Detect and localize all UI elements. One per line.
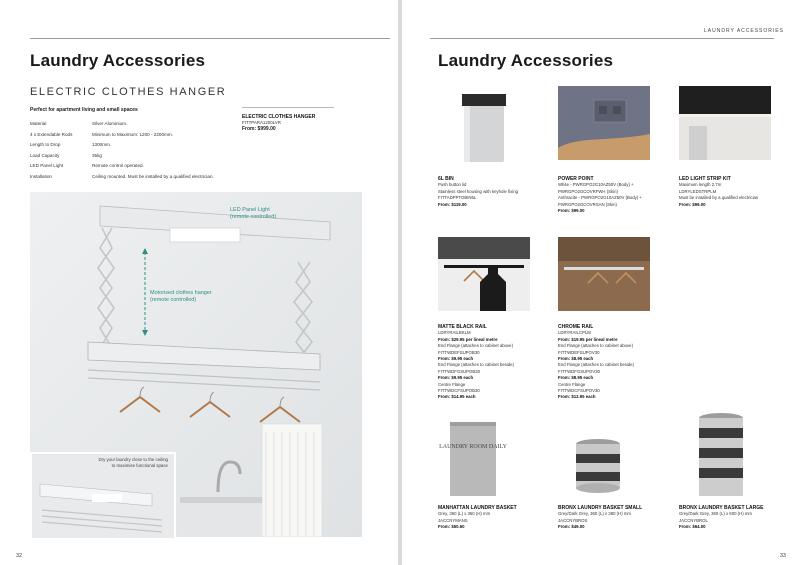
product-line: From: $9.95 each bbox=[438, 356, 474, 362]
product-image-chrome-rail bbox=[558, 237, 650, 311]
product-price: From: $14.95 each bbox=[438, 394, 476, 400]
led-strip-illustration bbox=[679, 86, 771, 160]
product-line: JACCNYMANS bbox=[438, 517, 468, 523]
product-line: JACCNYBROL bbox=[679, 517, 708, 523]
product-line: Centre Flange bbox=[438, 381, 466, 387]
page-number: 33 bbox=[779, 553, 786, 559]
matte-rail-illustration bbox=[438, 237, 530, 311]
product-line: Push button lid bbox=[438, 182, 467, 188]
product-line: FITTADPPTOBIN6L bbox=[438, 195, 477, 201]
spec-label: Load Capacity bbox=[30, 152, 60, 158]
product-price: From: $64.00 bbox=[679, 524, 706, 530]
product-title: MATTE BLACK RAIL bbox=[438, 324, 487, 330]
product-card-bin bbox=[438, 176, 518, 208]
product-code: FITTPARA1200LVR bbox=[242, 120, 281, 125]
callout-hanger-line: (remote controlled) bbox=[150, 297, 197, 303]
spec-table bbox=[30, 121, 240, 185]
spec-row bbox=[30, 142, 240, 153]
product-title: BRONX LAUNDRY BASKET LARGE bbox=[679, 505, 764, 511]
spec-row bbox=[30, 174, 240, 185]
product-price: From: $119.00 bbox=[438, 201, 467, 207]
product-line: From: $29.95 per lineal metre bbox=[438, 336, 498, 342]
product-line: Stainless steel housing with keyhole fixing bbox=[438, 188, 519, 194]
product-line: End Flange (attaches to cabinet beside) bbox=[558, 362, 634, 368]
product-card-power-point bbox=[558, 176, 642, 214]
product-image-bronx-large bbox=[679, 410, 771, 498]
product-line: End Flange (attaches to cabinet above) bbox=[558, 343, 634, 349]
spec-row bbox=[30, 132, 240, 143]
product-price: From: $99.00 bbox=[679, 201, 706, 207]
product-line: PWRGPO2GCOVRSAN (Skin) bbox=[558, 201, 617, 207]
product-line: Anthracite - PWRGPO2G10AZ50V (Body) + bbox=[558, 195, 642, 201]
product-card-bronx-large bbox=[679, 505, 763, 531]
right-page bbox=[402, 0, 800, 565]
product-card-chrome-rail bbox=[558, 324, 634, 401]
running-head: LAUNDRY ACCESSORIES bbox=[704, 28, 784, 34]
product-line: White - PWRGPO2G10AZ50V (Body) + bbox=[558, 182, 634, 188]
product-image-matte-rail bbox=[438, 237, 530, 311]
page-number: 32 bbox=[16, 553, 23, 559]
product-line: JACCNYBROS bbox=[558, 517, 588, 523]
manhattan-basket-illustration bbox=[438, 410, 530, 498]
tagline: Perfect for apartment living and small spaces bbox=[30, 107, 138, 113]
callout-led-line: (remote controlled) bbox=[230, 214, 277, 220]
product-title: 6L BIN bbox=[438, 176, 454, 182]
product-line: End Flange (attaches to cabinet beside) bbox=[438, 362, 514, 368]
product-line: Maximum length 2.7m bbox=[679, 182, 722, 188]
chrome-rail-illustration bbox=[558, 237, 650, 311]
product-price: From: $999.00 bbox=[242, 126, 276, 132]
page-title: Laundry Accessories bbox=[30, 51, 206, 70]
product-line: LDRYRAILCPLM bbox=[558, 330, 591, 336]
product-line: Grey/Dark Grey, 360 (L) x 600 (H) mm bbox=[679, 511, 752, 517]
product-image-bin bbox=[438, 86, 530, 168]
product-line: From: $8.95 each bbox=[558, 375, 594, 381]
product-line: FITTWDCFSUPOV30 bbox=[558, 388, 600, 394]
top-rule bbox=[430, 38, 774, 39]
inset-caption-line: Dry your laundry close to the ceiling bbox=[98, 457, 168, 462]
spec-label: Material bbox=[30, 121, 47, 126]
product-title: CHROME RAIL bbox=[558, 324, 594, 330]
product-line: FITTWDFGSUPOV30 bbox=[558, 368, 601, 374]
spec-row bbox=[30, 153, 240, 164]
product-card-matte-rail bbox=[438, 324, 514, 401]
product-line: From: $19.95 per lineal metre bbox=[558, 336, 618, 342]
callout-led bbox=[230, 207, 276, 221]
product-line: Centre Flange bbox=[558, 381, 586, 387]
spec-label: LED Panel Light bbox=[30, 163, 64, 169]
product-title: POWER POINT bbox=[558, 176, 594, 182]
product-image-bronx-small bbox=[558, 432, 650, 498]
product-image-led-strip bbox=[679, 86, 771, 160]
spec-label: Length to Drop bbox=[30, 142, 61, 148]
product-title: BRONX LAUNDRY BASKET SMALL bbox=[558, 505, 643, 511]
product-card-manhattan-basket bbox=[438, 505, 517, 531]
product-line: Grey, 360 (L) x 360 (H) mm bbox=[438, 511, 491, 517]
callout-hanger-line: Motorised clothes hanger bbox=[150, 290, 212, 296]
spec-value: Silver Aluminium. bbox=[92, 121, 128, 126]
product-line: From: $8.95 each bbox=[558, 356, 594, 362]
spec-value: Remote control operated. bbox=[92, 163, 144, 169]
product-line: End Flange (attaches to cabinet above) bbox=[438, 343, 514, 349]
left-page bbox=[0, 0, 398, 565]
spec-row bbox=[30, 163, 240, 174]
product-price: From: $50.60 bbox=[438, 524, 465, 530]
product-line: LDRYLEDSTRPLM bbox=[679, 188, 717, 194]
product-price: From: $49.00 bbox=[558, 524, 585, 530]
inset-caption bbox=[60, 457, 168, 469]
callout-led-line: LED Panel Light bbox=[230, 207, 270, 213]
basket-print-text: LAUNDRY ROOM DAILY bbox=[439, 444, 507, 450]
product-line: FITTWDEFSUPOB30 bbox=[438, 349, 480, 355]
section-heading: ELECTRIC CLOTHES HANGER bbox=[30, 86, 227, 98]
product-title: LED LIGHT STRIP KIT bbox=[679, 176, 731, 182]
callout-hanger bbox=[150, 290, 212, 304]
product-line: FITTWDEFSUPOV30 bbox=[558, 349, 600, 355]
product-card-led-strip bbox=[679, 176, 758, 208]
spec-row bbox=[30, 121, 240, 132]
product-price: From: $99.00 bbox=[558, 208, 585, 214]
product-line: From: $9.95 each bbox=[438, 375, 474, 381]
spec-label: 4 x Extendable Rods bbox=[30, 131, 73, 137]
product-line: FITTWDFGSUPOB30 bbox=[438, 368, 481, 374]
product-line: FITTWDCFSUPOB30 bbox=[438, 388, 480, 394]
top-rule bbox=[30, 38, 390, 39]
spec-value: 1300mm. bbox=[92, 142, 112, 148]
product-line: Grey/Dark Grey, 360 (L) x 380 (H) mm bbox=[558, 511, 631, 517]
bin-illustration bbox=[438, 86, 530, 168]
page-title: Laundry Accessories bbox=[438, 51, 614, 70]
product-line: PWRGPO2GCOVRFWH (Skin) bbox=[558, 188, 618, 194]
product-title: MANHATTAN LAUNDRY BASKET bbox=[438, 505, 517, 511]
spec-value: Ceiling mounted. Must be installed by a qualified electrician. bbox=[92, 173, 214, 179]
product-card-bronx-small bbox=[558, 505, 642, 531]
bronx-large-illustration bbox=[679, 410, 771, 498]
product-line: LDRYRAILBKLM bbox=[438, 330, 471, 336]
bronx-small-illustration bbox=[558, 432, 650, 498]
spec-value: 35kg bbox=[92, 152, 102, 158]
product-price: From: $12.95 each bbox=[558, 394, 596, 400]
product-image-power-point bbox=[558, 86, 650, 160]
power-point-illustration bbox=[558, 86, 650, 160]
product-rule bbox=[242, 107, 334, 108]
spec-label: Installation bbox=[30, 173, 52, 179]
inset-caption-line: to maximise functional space bbox=[111, 463, 168, 468]
spec-value: Minimum to Maximum: 1200 - 2200mm. bbox=[92, 131, 173, 137]
product-image-manhattan-basket bbox=[438, 410, 530, 498]
product-line: Must be installed by a qualified electrician bbox=[679, 195, 759, 201]
product-name: ELECTRIC CLOTHES HANGER bbox=[242, 114, 316, 120]
